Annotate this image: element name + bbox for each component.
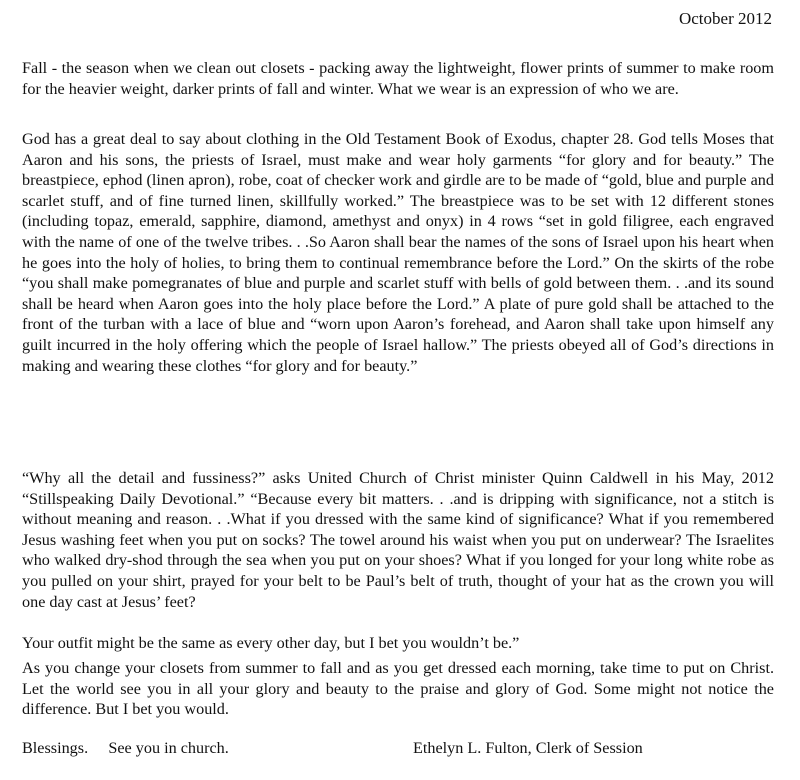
paragraph-exodus: God has a great deal to say about clothing in the Old Testament Book of Exodus, chapter 28. God tells Moses that Aaron and his sons, the priests of Israel, must make and wear holy garments “for glory and for beauty.” The breastpiece, ephod (linen apron), robe, coat of checker work and girdle are to be made of “gold, blue and purple and scarlet stuff, and of fine turned linen, skillfully worked.” The breastpiece was to be set with 12 different stones (including topaz, emerald, sapphire, diamond, amethyst and onyx) in 4 rows “set in gold filigree, each engraved with the name of one of the twelve tribes. . .So Aaron shall bear the names of the sons of Israel upon his heart when he goes into the holy of holies, to bring them to continual remembrance before the Lord.” On the skirts of the robe “you shall make pomegranates of blue and purple and scarlet stuff with bells of gold between them. . .and its sound shall be heard when Aaron goes into the holy place before the Lord.” A plate of pure gold shall be attached to the front of the turban with a lace of blue and “worn upon Aaron’s forehead, and Aaron shall take upon himself any guilt incurred in the holy offering which the people of Israel hallow.” The priests obeyed all of God’s directions in making and wearing these clothes “for glory and for beauty.” (22, 130, 774, 375)
signature: Ethelyn L. Fulton, Clerk of Session (413, 739, 643, 757)
paragraph-quote-closing-line: Your outfit might be the same as every other day, but I bet you wouldn’t be.” (22, 634, 520, 652)
date-line: October 2012 (678, 9, 772, 28)
paragraph-quote: “Why all the detail and fussiness?” asks United Church of Christ minister Quinn Caldwell in his May, 2012 “Stillspeaking Daily Devotional.” “Because every bit matters. . .and is dripping with significance, not a stitch is without meaning and reason. . .What if you dressed with the same kind of significance? What if you remembered Jesus washing feet when you put on socks? The towel around his waist when you put on underwear? The Israelites who walked dry-shod through the sea when you put on your shoes? What if you longed for your long white robe as you pulled on your shirt, prayed for your belt to be Paul’s belt of truth, thought of your hat as the crown you will one day cast at Jesus’ feet? (22, 469, 774, 611)
paragraph-conclusion: As you change your closets from summer to fall and as you get dressed each morning, take time to put on Christ. Let the world see you in all your glory and beauty to the praise and glory of God. Some might not notice the difference. But I bet you would. (22, 659, 774, 719)
closing-blessing: Blessings. See you in church. (22, 739, 229, 757)
paragraph-intro: Fall - the season when we clean out closets - packing away the lightweight, flower prints of summer to make room for the heavier weight, darker prints of fall and winter. What we wear is an expression of who we are. (22, 59, 774, 98)
